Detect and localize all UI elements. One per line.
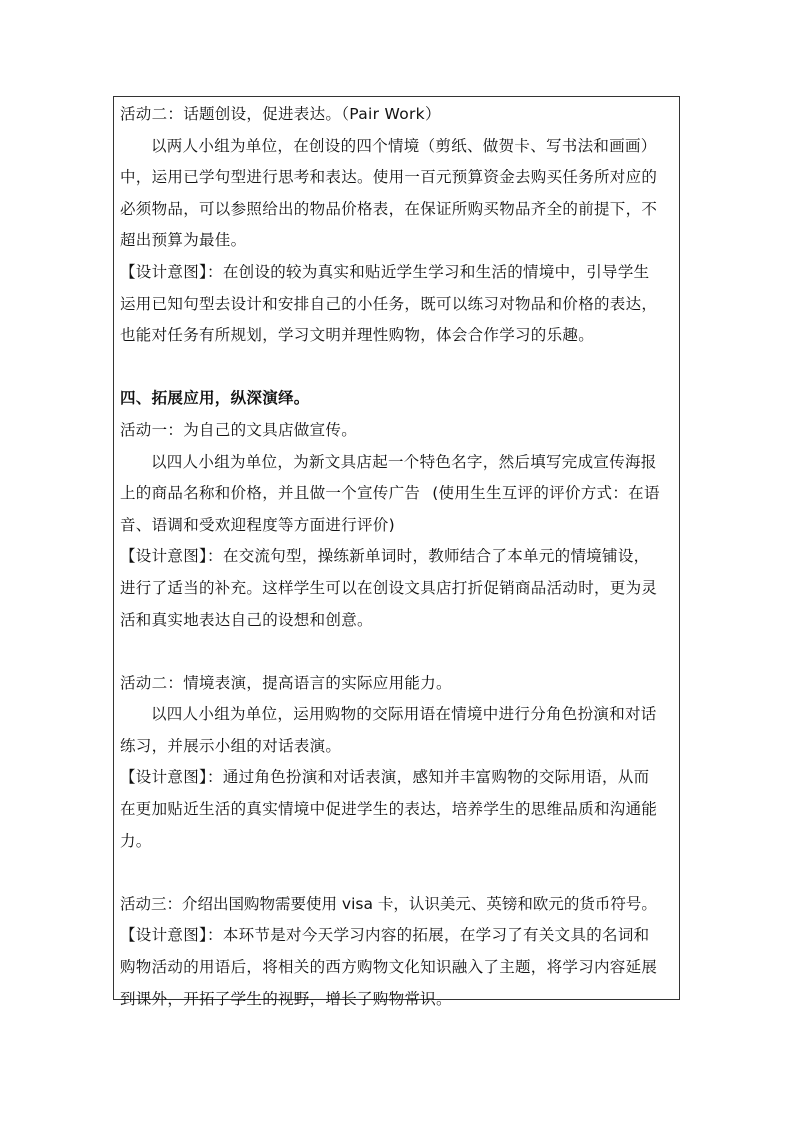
s4-activity2-intent-line-2: 在更加贴近生活的真实情境中促进学生的表达，培养学生的思维品质和沟通能 xyxy=(120,800,658,819)
s4-activity2-body-line-1: 以四人小组为单位，运用购物的交际用语在情境中进行分角色扮演和对话 xyxy=(151,705,657,724)
s4-activity1-body-line-3: 音、语调和受欢迎程度等方面进行评价) xyxy=(120,515,395,534)
s4-activity1-body-line-2b: (使用生生互评的评价方式：在语 xyxy=(432,484,660,503)
activity2-intent-line-2: 运用已知句型去设计和安排自己的小任务，既可以练习对物品和价格的表达， xyxy=(120,294,658,313)
document-content xyxy=(120,99,676,1015)
activity2-body-line-2: 中，运用已学句型进行思考和表达。使用一百元预算资金去购买任务所对应的 xyxy=(120,168,658,187)
s4-activity1-body-line-1: 以四人小组为单位，为新文具店起一个特色名字，然后填写完成宣传海报 xyxy=(151,452,657,471)
activity2-intent-line-1: 【设计意图】：在创设的较为真实和贴近学生学习和生活的情境中，引导学生 xyxy=(120,262,650,281)
spacer xyxy=(120,636,676,668)
s4-activity2-title: 活动二：情境表演，提高语言的实际应用能力。 xyxy=(120,673,452,692)
s4-activity3-intent-line-2: 购物活动的用语后，将相关的西方购物文化知识融入了主题，将学习内容延展 xyxy=(120,958,658,977)
s4-activity3-intent-line-1: 【设计意图】：本环节是对今天学习内容的拓展，在学习了有关文具的名词和 xyxy=(120,926,650,945)
spacer xyxy=(120,857,676,889)
activity2-body-line-1: 以两人小组为单位，在创设的四个情境（剪纸、做贺卡、写书法和画画） xyxy=(151,136,657,155)
s4-activity1-body-line-2 xyxy=(120,478,676,510)
activity2-body-line-3: 必须物品，可以参照给出的物品价格表，在保证所购买物品齐全的前提下，不 xyxy=(120,199,658,218)
s4-activity3-title: 活动三：介绍出国购物需要使用 visa 卡，认识美元、英镑和欧元的货币符号。 xyxy=(120,894,657,913)
activity2-title: 活动二：话题创设，促进表达。（Pair Work） xyxy=(120,105,441,123)
s4-activity1-intent-line-1: 【设计意图】：在交流句型，操练新单词时，教师结合了本单元的情境铺设， xyxy=(120,547,650,566)
spacer xyxy=(120,352,676,384)
s4-activity2-intent-line-3: 力。 xyxy=(120,831,152,850)
activity2-intent-line-3: 也能对任务有所规划，学习文明并理性购物，体会合作学习的乐趣。 xyxy=(120,326,595,345)
s4-activity2-intent-line-1: 【设计意图】：通过角色扮演和对话表演，感知并丰富购物的交际用语，从而 xyxy=(120,768,650,787)
s4-activity1-intent-line-2: 进行了适当的补充。这样学生可以在创设文具店打折促销商品活动时，更为灵 xyxy=(120,578,658,597)
s4-activity2-body-line-2: 练习，并展示小组的对话表演。 xyxy=(120,736,342,755)
activity2-body-line-4: 超出预算为最佳。 xyxy=(120,231,247,250)
s4-activity1-title: 活动一：为自己的文具店做宣传。 xyxy=(120,420,358,439)
section4-title: 四、拓展应用，纵深演绎。 xyxy=(120,389,310,408)
s4-activity1-intent-line-3: 活和真实地表达自己的设想和创意。 xyxy=(120,610,373,629)
s4-activity1-body-line-2a: 上的商品名称和价格，并且做一个宣传广告 xyxy=(120,484,421,503)
s4-activity3-intent-line-3: 到课外，开拓了学生的视野，增长了购物常识。 xyxy=(120,989,452,1008)
